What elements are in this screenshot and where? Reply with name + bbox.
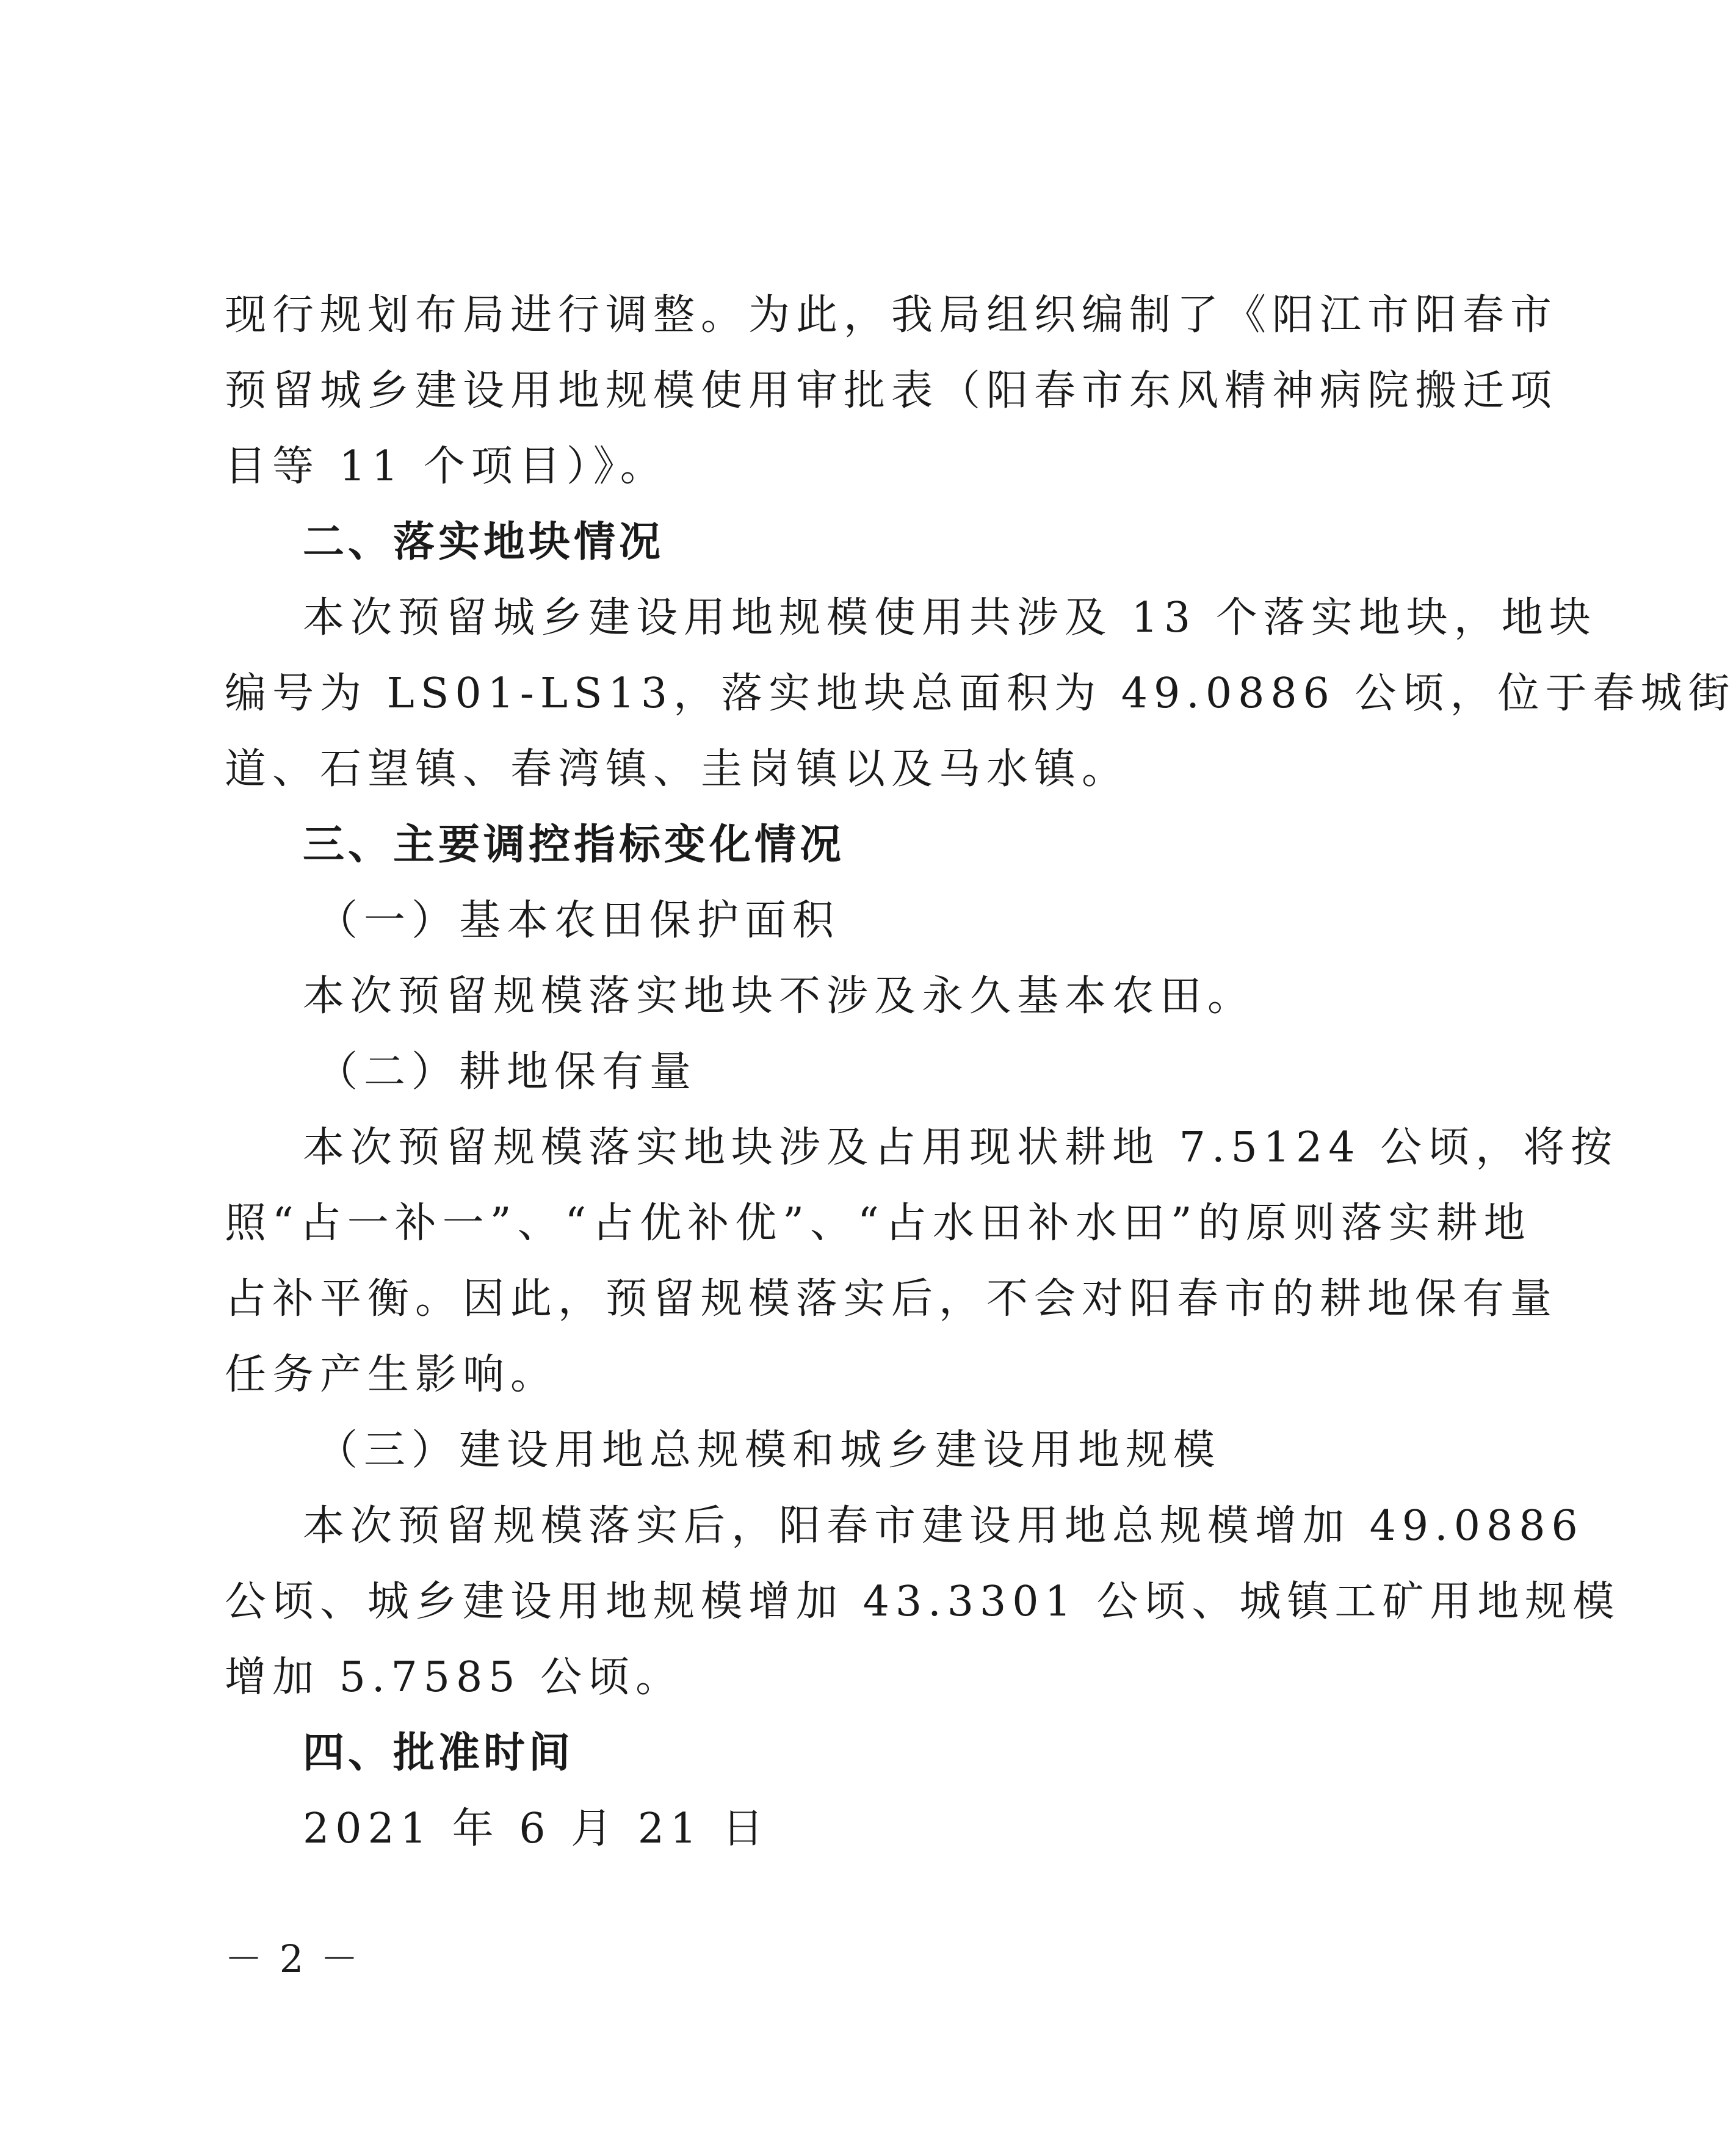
- section-3-sub-3-heading: （三）建设用地总规模和城乡建设用地规模: [316, 1426, 1221, 1475]
- section-3-sub-2-heading: （二）耕地保有量: [316, 1048, 698, 1096]
- intro-line-3: 目等 11 个项目）》。: [225, 442, 668, 491]
- section-3-sub-3-line-3: 增加 5.7585 公顷。: [225, 1653, 684, 1702]
- section-3-sub-1-heading: （一）基本农田保护面积: [316, 897, 841, 945]
- intro-line-2: 预留城乡建设用地规模使用审批表（阳春市东风精神病院搬迁项: [225, 367, 1558, 415]
- section-2-line-2: 编号为 LS01-LS13，落实地块总面积为 49.0886 公顷，位于春城街: [225, 670, 1736, 718]
- section-3-heading: 三、主要调控指标变化情况: [303, 821, 845, 869]
- section-2-heading: 二、落实地块情况: [303, 518, 665, 566]
- page-number: － 2 －: [225, 1937, 361, 1981]
- section-2-line-1: 本次预留城乡建设用地规模使用共涉及 13 个落实地块，地块: [303, 594, 1597, 642]
- section-3-sub-2-line-4: 任务产生影响。: [225, 1351, 559, 1399]
- section-3-sub-2-line-1: 本次预留规模落实地块涉及占用现状耕地 7.5124 公顷，将按: [303, 1124, 1619, 1172]
- section-3-sub-1-line-1: 本次预留规模落实地块不涉及永久基本农田。: [303, 972, 1256, 1020]
- section-3-sub-2-line-2: 照“占一补一”、“占优补优”、“占水田补水田”的原则落实耕地: [225, 1199, 1532, 1247]
- section-3-sub-2-line-3: 占补平衡。因此，预留规模落实后，不会对阳春市的耕地保有量: [225, 1275, 1558, 1323]
- section-3-sub-3-line-2: 公顷、城乡建设用地规模增加 43.3301 公顷、城镇工矿用地规模: [225, 1578, 1621, 1626]
- section-4-heading: 四、批准时间: [303, 1729, 574, 1777]
- intro-line-1: 现行规划布局进行调整。为此，我局组织编制了《阳江市阳春市: [225, 291, 1558, 339]
- document-body: [225, 278, 1736, 1867]
- section-2-line-3: 道、石望镇、春湾镇、圭岗镇以及马水镇。: [225, 745, 1130, 793]
- approval-date: 2021 年 6 月 21 日: [303, 1805, 770, 1853]
- section-3-sub-3-line-1: 本次预留规模落实后，阳春市建设用地总规模增加 49.0886: [303, 1502, 1584, 1550]
